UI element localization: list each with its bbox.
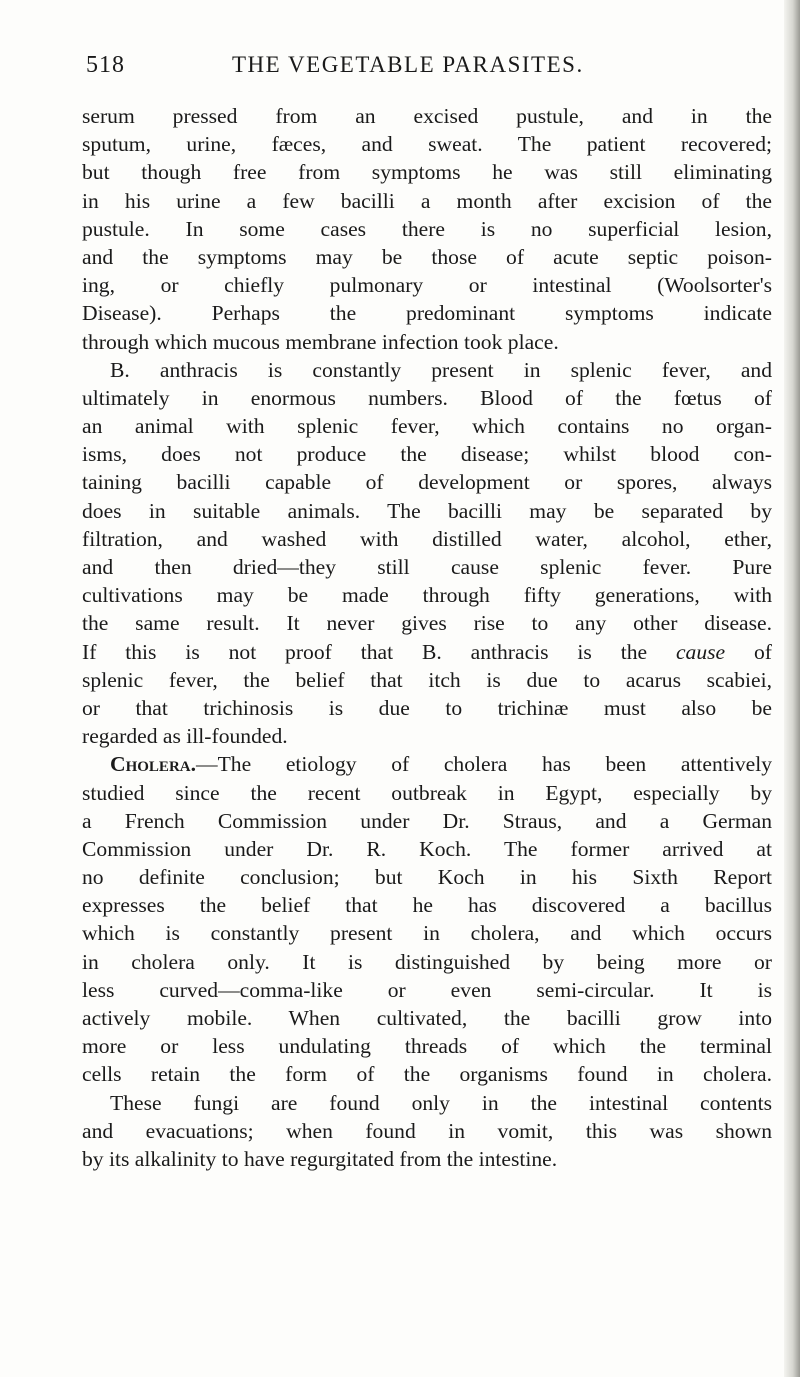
text-line: cultivations may be made through fifty generations, with — [82, 583, 772, 608]
line-text: If this is not proof that B. anthracis is the — [82, 639, 648, 664]
line-text-end: of — [725, 639, 772, 664]
text-line: pustule. In some cases there is no superficial lesion, — [82, 216, 772, 241]
text-line: no definite conclusion; but Koch in his Sixth Report — [82, 865, 772, 890]
body-text — [82, 102, 772, 1173]
text-line: expresses the belief that he has discovered a bacillus — [82, 893, 772, 918]
text-line: less curved—comma-like or even semi-circular. It is — [82, 977, 772, 1002]
text-line: and then dried—they still cause splenic fever. Pure — [82, 555, 772, 579]
text-line: through which mucous membrane infection took place. — [82, 329, 559, 354]
text-line: isms, does not produce the disease; whilst blood con- — [82, 442, 772, 467]
text-line: Commission under Dr. R. Koch. The former arrived at — [82, 836, 772, 861]
italic-word: cause — [675, 639, 726, 664]
text-line: B. anthracis is constantly present in splenic fever, and — [110, 357, 772, 382]
text-line: regarded as ill-founded. — [82, 724, 288, 749]
page-edge-shadow — [784, 0, 800, 1377]
text-line: ultimately in enormous numbers. Blood of the fœtus of — [82, 385, 772, 410]
page-header — [74, 52, 714, 86]
page-number: 518 — [86, 52, 125, 78]
text-line: an animal with splenic fever, which contains no organ- — [82, 414, 772, 439]
text-line: a French Commission under Dr. Straus, and a German — [82, 808, 772, 833]
text-line-with-italic — [82, 638, 772, 666]
text-line: but though free from symptoms he was still eliminating — [82, 160, 772, 185]
text-line: taining bacilli capable of development or spores, always — [82, 470, 772, 495]
line-text: —The etiology of cholera has been attentively — [196, 752, 772, 777]
text-line: more or less undulating threads of which the terminal — [82, 1034, 772, 1059]
text-line: studied since the recent outbreak in Egypt, especially by — [82, 780, 772, 805]
text-line: Disease). Perhaps the predominant symptoms indicate — [82, 301, 772, 326]
running-head: THE VEGETABLE PARASITES. — [232, 52, 584, 77]
text-line: the same result. It never gives rise to any other disease. — [82, 611, 772, 636]
text-line: These fungi are found only in the intestinal contents — [110, 1090, 772, 1115]
text-line: in cholera only. It is distinguished by being more or — [82, 949, 772, 974]
text-line: in his urine a few bacilli a month after excision of the — [82, 188, 772, 213]
text-line: or that trichinosis is due to trichinæ must also be — [82, 695, 772, 720]
text-line: filtration, and washed with distilled water, alcohol, ether, — [82, 526, 772, 551]
text-line: ing, or chiefly pulmonary or intestinal (Woolsorter's — [82, 273, 772, 298]
section-heading-cholera: Cholera. — [110, 752, 197, 777]
text-line: splenic fever, the belief that itch is due to acarus scabiei, — [82, 667, 772, 692]
text-line: by its alkalinity to have regurgitated from the intestine. — [82, 1146, 558, 1171]
text-line: and the symptoms may be those of acute septic poison- — [82, 244, 772, 269]
text-line: cells retain the form of the organisms found in cholera. — [82, 1062, 772, 1087]
text-line: actively mobile. When cultivated, the bacilli grow into — [82, 1006, 772, 1030]
text-line: sputum, urine, fæces, and sweat. The patient recovered; — [82, 132, 772, 157]
cholera-section-start — [82, 750, 772, 778]
text-line: serum pressed from an excised pustule, and in the — [82, 104, 772, 128]
text-line: and evacuations; when found in vomit, this was shown — [82, 1118, 772, 1143]
text-line: does in suitable animals. The bacilli may be separated by — [82, 498, 772, 523]
text-line: which is constantly present in cholera, and which occurs — [82, 921, 772, 946]
